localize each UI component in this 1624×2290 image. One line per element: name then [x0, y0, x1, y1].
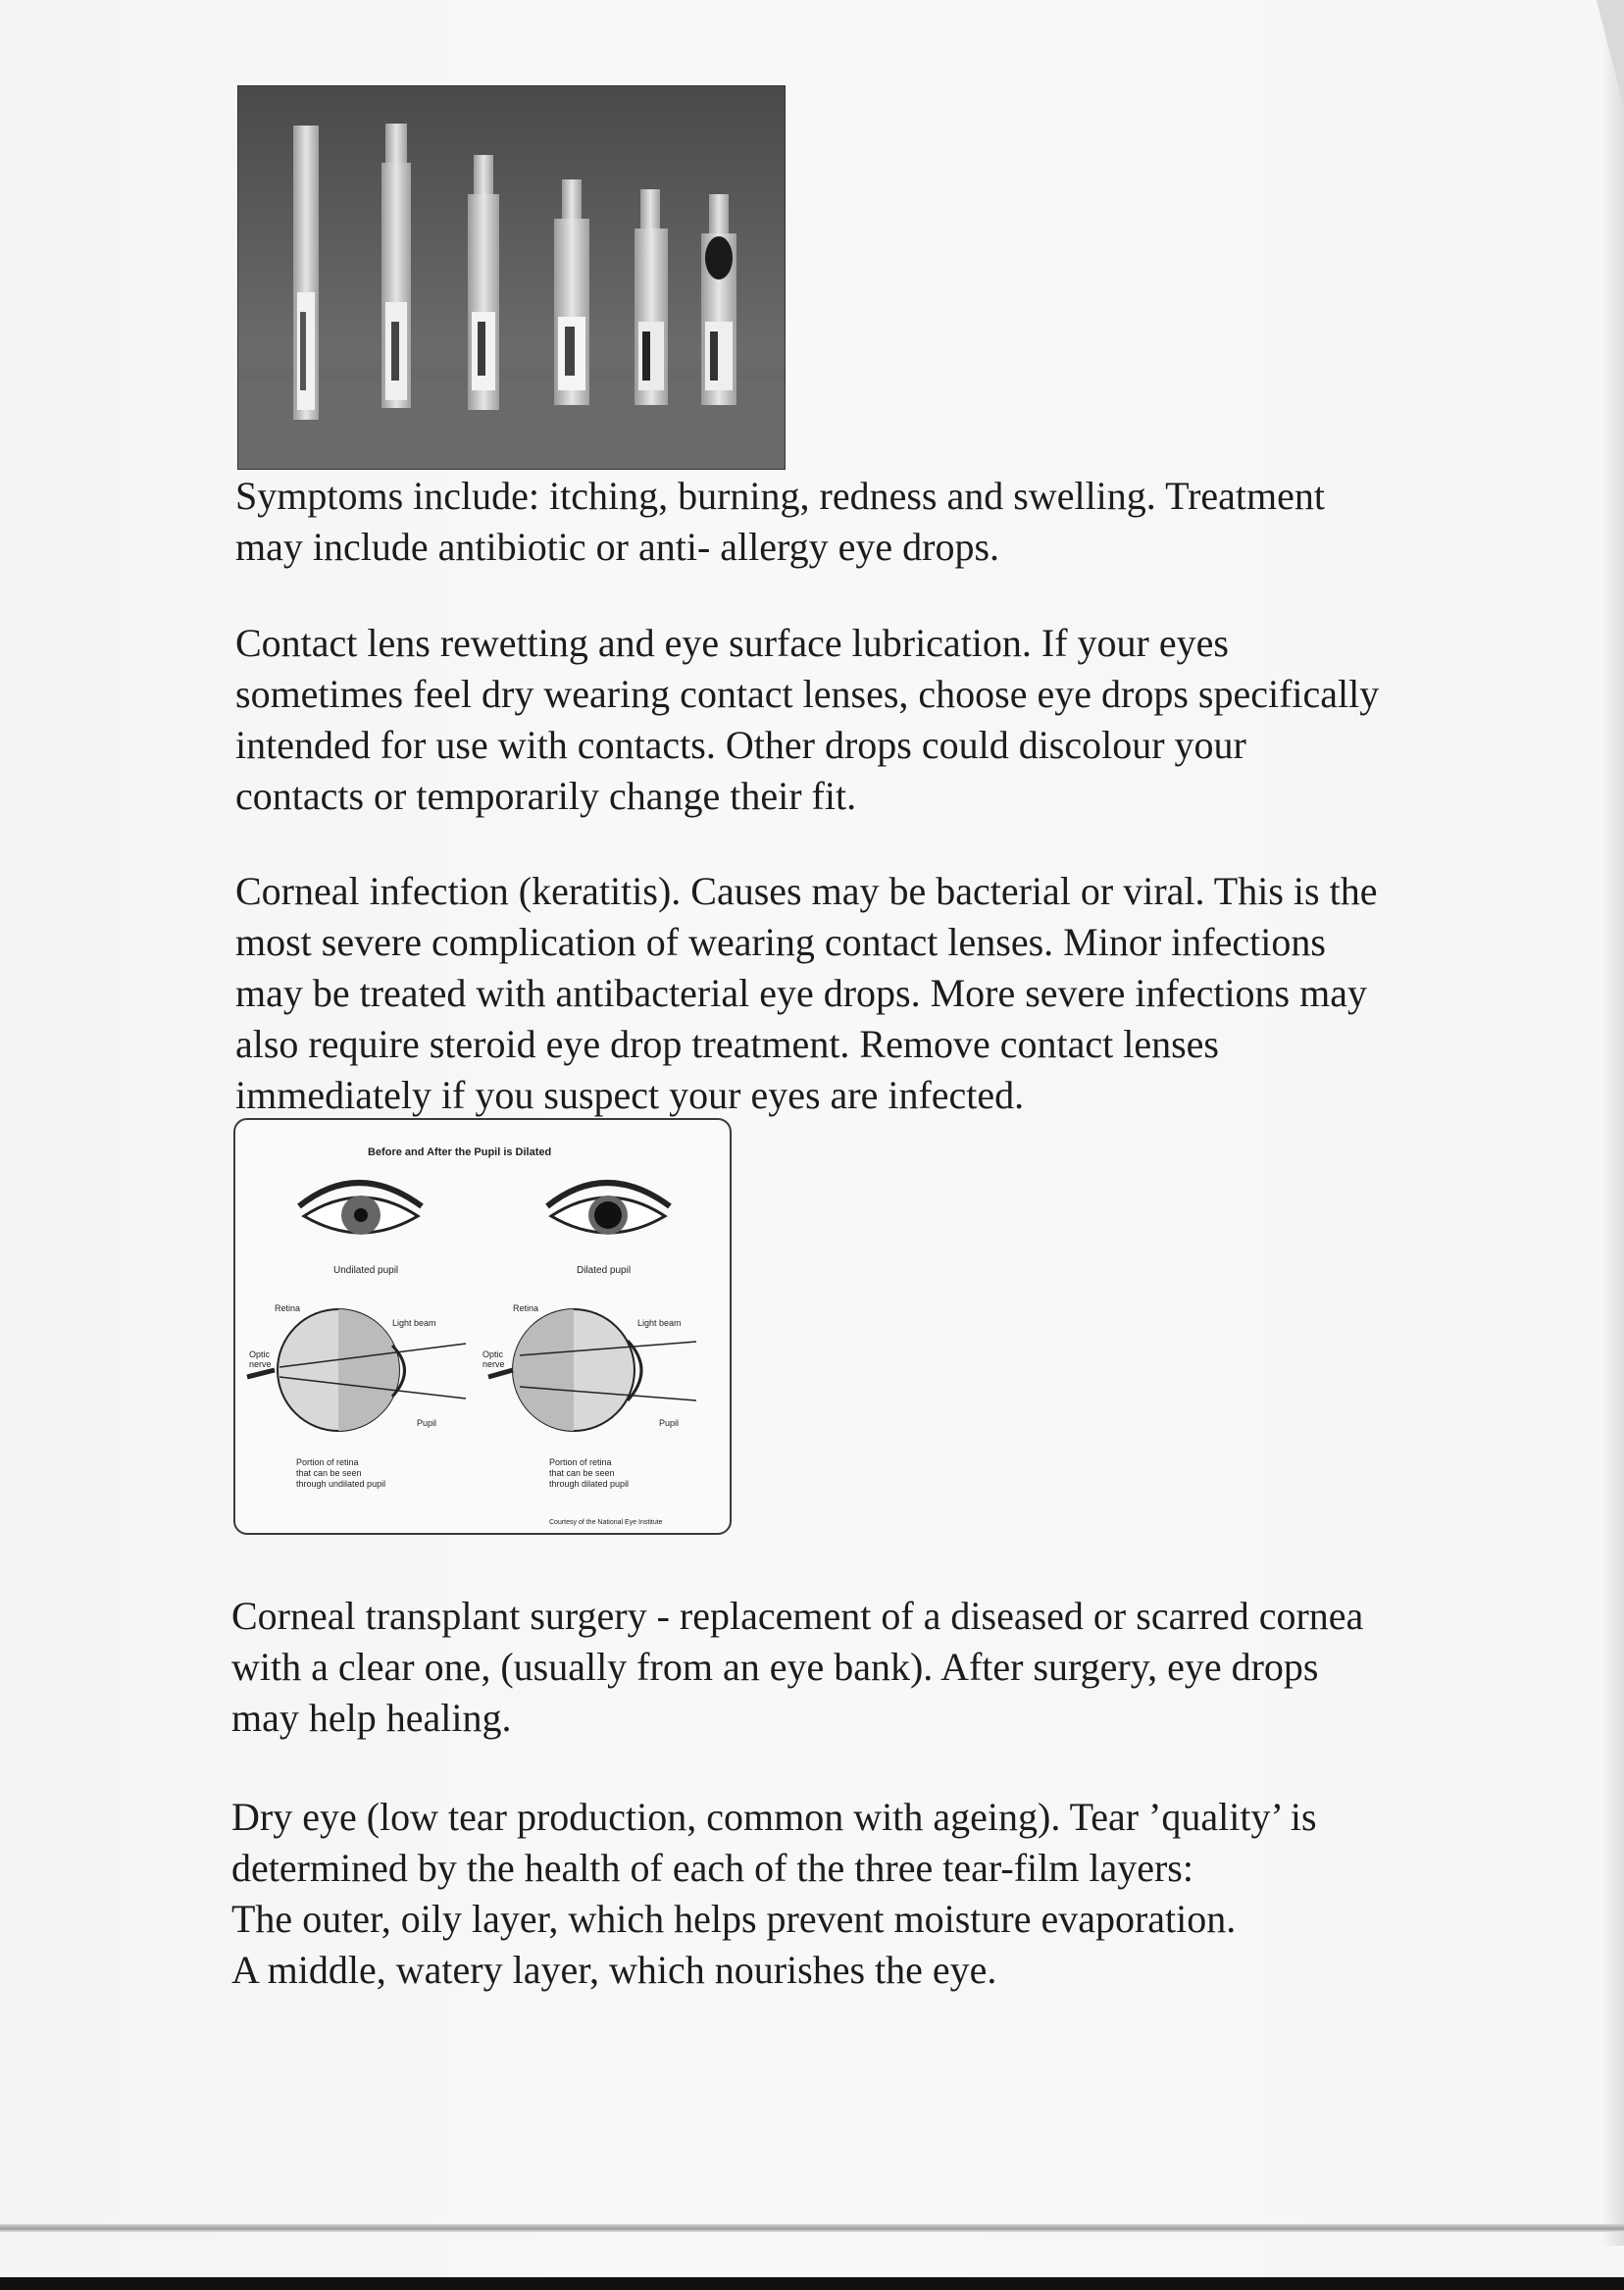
- text-line: may include antibiotic or anti- allergy eye drops.: [235, 525, 1000, 569]
- left-optic-label-1: Optic: [249, 1349, 271, 1359]
- pupil-dilation-diagram: [233, 1118, 732, 1535]
- text-line: determined by the health of each of the three tear-film layers:: [231, 1846, 1193, 1890]
- text-line: intended for use with contacts. Other drops could discolour your: [235, 723, 1246, 767]
- left-portion-line-3: through undilated pupil: [296, 1479, 386, 1489]
- text-line: Dry eye (low tear production, common with ageing). Tear ’quality’ is: [231, 1795, 1317, 1839]
- right-optic-label-1: Optic: [482, 1349, 504, 1359]
- left-retina-label: Retina: [275, 1303, 301, 1313]
- right-portion-line-3: through dilated pupil: [549, 1479, 630, 1489]
- paragraph-corneal-transplant: [231, 1591, 1506, 1744]
- text-line: The outer, oily layer, which helps prevent moisture evaporation.: [231, 1897, 1237, 1941]
- text-line: Corneal transplant surgery - replacement of a diseased or scarred cornea: [231, 1594, 1364, 1638]
- eye-drop-vials-photo: [237, 85, 786, 470]
- text-line: immediately if you suspect your eyes are infected.: [235, 1073, 1025, 1117]
- right-caption: Dilated pupil: [577, 1265, 632, 1276]
- text-line: Corneal infection (keratitis). Causes may be bacterial or viral. This is the: [235, 869, 1378, 913]
- vial-2: [381, 124, 411, 408]
- scan-bottom-border: [0, 2277, 1624, 2290]
- right-light-label: Light beam: [637, 1318, 682, 1328]
- figure-credit: Courtesy of the National Eye Institute: [549, 1519, 663, 1526]
- right-pupil-label: Pupil: [659, 1418, 680, 1428]
- paragraph-contact-lens-rewetting: [235, 618, 1510, 822]
- vial-4: [554, 179, 589, 405]
- left-portion-line-2: that can be seen: [296, 1468, 362, 1478]
- vial-5: [634, 189, 668, 405]
- text-line: may be treated with antibacterial eye drops. More severe infections may: [235, 971, 1367, 1015]
- vial-3: [468, 155, 499, 410]
- text-line: most severe complication of wearing contact lenses. Minor infections: [235, 920, 1326, 964]
- vial-1: [293, 126, 319, 420]
- text-line: sometimes feel dry wearing contact lenses, choose eye drops specifically: [235, 672, 1380, 716]
- text-line: with a clear one, (usually from an eye bank). After surgery, eye drops: [231, 1645, 1319, 1689]
- text-line: Contact lens rewetting and eye surface lubrication. If your eyes: [235, 621, 1229, 665]
- text-line: may help healing.: [231, 1696, 512, 1740]
- dilated-eye-icon: [547, 1183, 670, 1235]
- left-light-label: Light beam: [392, 1318, 436, 1328]
- page-corner-fold: [1597, 0, 1624, 108]
- left-caption: Undilated pupil: [333, 1265, 399, 1276]
- right-portion-line-1: Portion of retina: [549, 1457, 612, 1467]
- vial-6: [701, 194, 736, 405]
- page-bottom-edge: [0, 2224, 1624, 2232]
- text-line: Symptoms include: itching, burning, redness and swelling. Treatment: [235, 474, 1326, 518]
- text-line: A middle, watery layer, which nourishes the eye.: [231, 1948, 997, 1992]
- text-line: also require steroid eye drop treatment. Remove contact lenses: [235, 1022, 1219, 1066]
- right-optic-label-2: nerve: [482, 1359, 505, 1369]
- left-pupil-label: Pupil: [417, 1418, 437, 1428]
- undilated-eye-icon: [299, 1183, 422, 1235]
- text-line: contacts or temporarily change their fit.: [235, 774, 857, 818]
- paragraph-symptoms: [235, 471, 1510, 573]
- paragraph-dry-eye: [231, 1792, 1506, 1996]
- figure-title: Before and After the Pupil is Dilated: [368, 1146, 552, 1158]
- right-retina-label: Retina: [513, 1303, 539, 1313]
- page-edge-shadow: [1602, 0, 1624, 2246]
- paragraph-corneal-infection: [235, 866, 1510, 1121]
- right-portion-line-2: that can be seen: [549, 1468, 615, 1478]
- left-optic-label-2: nerve: [249, 1359, 272, 1369]
- left-portion-line-1: Portion of retina: [296, 1457, 359, 1467]
